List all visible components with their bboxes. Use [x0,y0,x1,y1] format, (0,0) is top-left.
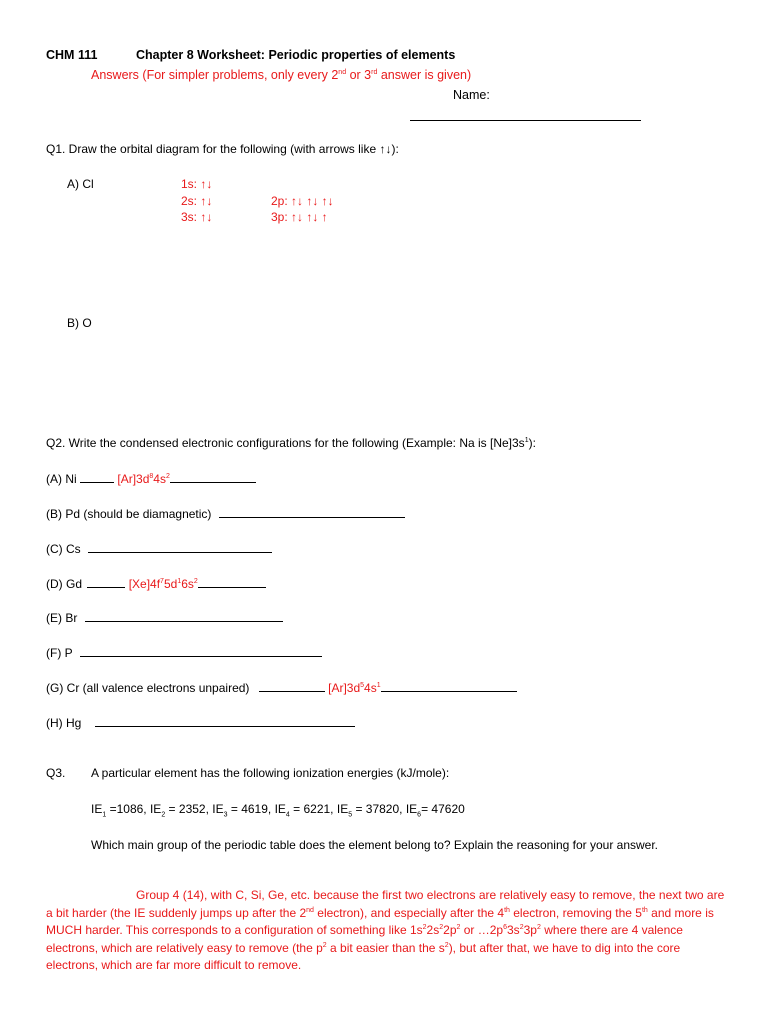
q3-answer: Group 4 (14), with C, Si, Ge, etc. because the first two electrons are relatively easy to remove, the next two are a bit harder (the IE suddenly jumps up after the 2nd electron), and especially after the 4th electron, removing the 5th and more is MUCH harder. This corresponds to a configuration of something like $1s^22s^22p^2$ or $\dots 2p^63s^23p^2$ where there are 4 valence electrons, which are relatively easy to remove (the $p^2$ a bit easier than the $s^2$), but after that, we have to dig into the core electrons, which are far more difficult to remove. [46,888,725,973]
q1-a-2p: 2p: ↑↓ ↑↓ ↑↓ [271,194,334,208]
q2-a-label: (A) Ni [46,472,77,486]
name-label: Name: [453,88,490,102]
q3-prompt: A particular element has the following ionization energies (kJ/mole): [91,766,450,780]
q1-prompt: Q1. Draw the orbital diagram for the following (with arrows like ↑↓): [46,142,399,156]
ionization-energy-2: $IE_2 = 2352$, [149,802,213,819]
q2-h-blank[interactable] [95,715,355,727]
q2-a-blank-1[interactable] [80,471,114,483]
q1-a-3s: 3s: ↑↓ [181,210,213,224]
q2-d-blank-2[interactable] [198,576,266,588]
q2-a-row [46,471,256,487]
q1-a-label: A) Cl [67,177,94,191]
q1-b-label: B) O [67,316,92,330]
q2-h-label: (H) Hg [46,716,82,730]
q2-e-blank[interactable] [85,610,283,622]
q2-f-row [46,645,322,661]
course-code: CHM 111 [46,48,98,62]
ionization-energy-5: $IE_5 = 37820$, [336,802,406,819]
q1-a-3p: 3p: ↑↓ ↑↓ ↑ [271,210,328,224]
ionization-energy-4: $IE_4 = 6221$, [274,802,337,819]
ionization-energy-1: $IE_1 =1086$, [91,802,150,819]
q2-e-row [46,610,283,626]
q2-a-blank-2[interactable] [170,471,256,483]
q3-label: Q3. [46,766,66,780]
q1-a-1s: 1s: ↑↓ [181,177,213,191]
worksheet-title: Chapter 8 Worksheet: Periodic properties of elements [136,48,456,62]
answers-note: Answers (For simpler problems, only every 2nd or 3rd answer is given) [91,68,472,82]
q2-e-label: (E) Br [46,611,78,625]
q3-question: Which main group of the periodic table does the element belong to? Explain the reasoning for your answer. [91,838,659,852]
q2-b-label: (B) Pd (should be diamagnetic) [46,507,212,521]
q2-c-blank[interactable] [88,541,272,553]
q2-b-row [46,506,405,522]
ionization-energy-3: $IE_3 = 4619$, [212,802,275,819]
q2-d-row [46,576,266,592]
q2-g-label: (G) Cr (all valence electrons unpaired) [46,681,250,695]
name-line[interactable] [410,120,641,121]
q2-f-blank[interactable] [80,645,322,657]
q2-g-blank-2[interactable] [381,680,517,692]
q2-g-blank-1[interactable] [259,680,325,692]
ionization-energy-6: $IE_6= 47620$ [405,802,465,819]
q2-c-row [46,541,272,557]
q1-a-2s: 2s: ↑↓ [181,194,213,208]
q2-a-answer: $[Ar]3d^84s^2$ [117,472,170,486]
q2-g-answer: $[Ar]3d^54s^1$ [328,681,381,695]
q2-g-row [46,680,517,696]
q2-f-label: (F) P [46,646,73,660]
q2-d-blank-1[interactable] [87,576,125,588]
q2-b-blank[interactable] [219,506,405,518]
q2-d-label: (D) Gd [46,577,82,591]
q2-h-row [46,715,355,731]
q2-d-answer: $[Xe]4f^75d^16s^2$ [128,577,198,591]
q2-prompt: Q2. Write the condensed electronic configurations for the following (Example: Na is $[Ne]3s^1$): [46,436,536,450]
ionization-energies [91,802,465,817]
q2-c-label: (C) Cs [46,542,81,556]
